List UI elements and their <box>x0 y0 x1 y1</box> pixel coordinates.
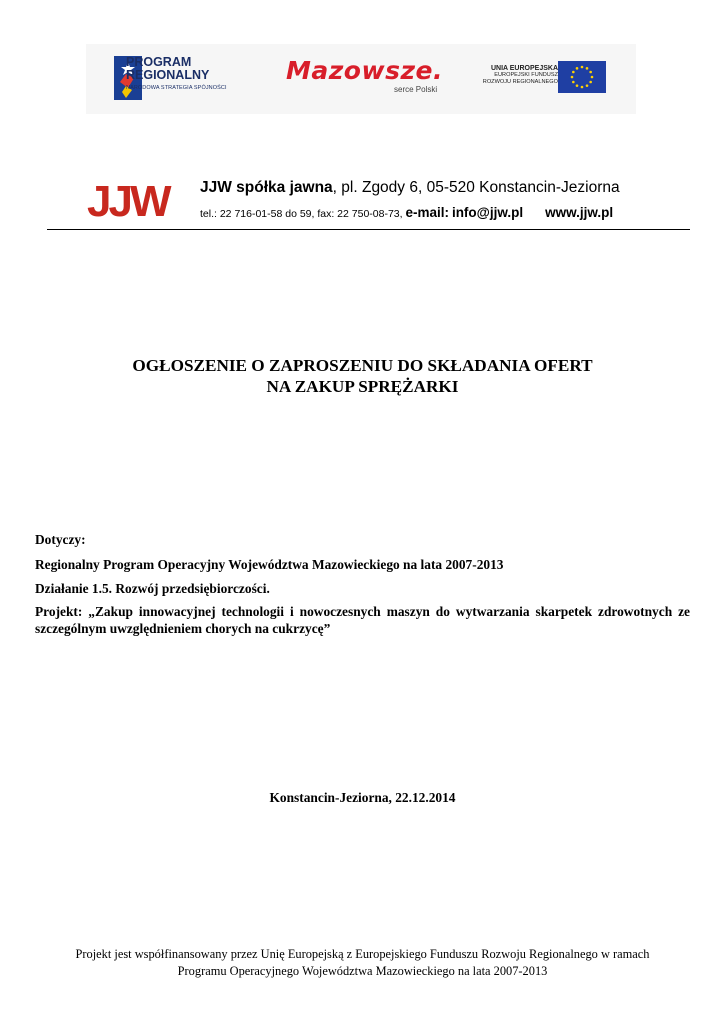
company-address: pl. Zgody 6, 05-520 Konstancin-Jeziorna <box>341 179 620 196</box>
footer-line-1: Projekt jest współfinansowany przez Unię Europejską z Europejskiego Funduszu Rozwoju Regionalnego w ramach <box>75 947 650 961</box>
email-colon: : <box>444 205 450 220</box>
title-line-1: OGŁOSZENIE O ZAPROSZENIU DO SKŁADANIA OFERT <box>132 356 593 375</box>
eu-line-1: UNIA EUROPEJSKA <box>490 65 558 72</box>
eu-star-icon <box>572 81 575 84</box>
eu-star-icon <box>589 81 592 84</box>
eu-flag-icon <box>558 61 606 93</box>
place-and-date: Konstancin-Jeziorna, 22.12.2014 <box>269 790 456 805</box>
mazowsze-tagline: serce Polski <box>394 85 438 94</box>
document-title <box>0 355 725 397</box>
eu-star-icon <box>581 86 584 89</box>
company-phones: tel.: 22 716-01-58 do 59, fax: 22 750-08-73, <box>200 208 403 220</box>
eu-star-icon <box>576 84 579 87</box>
program-regionalny-wordmark <box>126 56 209 82</box>
eu-star-icon <box>581 66 584 69</box>
eu-line-3: ROZWOJU REGIONALNEGO <box>482 79 558 85</box>
company-name-line <box>200 179 620 197</box>
eu-star-icon <box>591 76 594 79</box>
logo-bar <box>86 44 636 114</box>
company-name: JJW spółka jawna <box>200 179 333 196</box>
project-name: Projekt: „Zakup innowacyjnej technologii i nowoczesnych maszyn do wytwarzania skarpetek zdrowotnych ze szczególnym uwzględnieniem chorych na cukrzycę” <box>35 604 690 636</box>
program-regionalny-subtitle: NARODOWA STRATEGIA SPÓJNOŚCI <box>126 85 227 91</box>
website-link[interactable]: www.jjw.pl <box>545 205 614 220</box>
eu-wordmark <box>466 65 558 86</box>
jjw-logo-text: JJW <box>87 180 169 220</box>
eu-star-icon <box>572 71 575 74</box>
eu-star-icon <box>576 67 579 70</box>
regionalny-line: REGIONALNY <box>126 68 210 82</box>
jjw-logo <box>87 180 177 220</box>
header-divider <box>47 229 690 230</box>
title-line-2: NA ZAKUP SPRĘŻARKI <box>266 377 459 396</box>
eu-star-icon <box>586 84 589 87</box>
measure-name: Działanie 1.5. Rozwój przedsiębiorczości. <box>35 581 270 596</box>
program-line: PROGRAM <box>126 55 192 69</box>
company-contact-line <box>200 205 613 220</box>
eu-line-2: EUROPEJSKI FUNDUSZ <box>494 72 558 78</box>
eu-star-icon <box>589 71 592 74</box>
concerns-label: Dotyczy: <box>35 532 86 547</box>
mazowsze-wordmark: Mazowsze. <box>286 56 443 85</box>
funding-footer <box>0 946 725 980</box>
email-label: e-mail <box>405 205 445 220</box>
program-name: Regionalny Program Operacyjny Województwa Mazowieckiego na lata 2007-2013 <box>35 557 504 572</box>
eu-star-icon <box>571 76 574 79</box>
company-name-comma: , <box>332 179 342 196</box>
email-link[interactable]: info@jjw.pl <box>451 205 524 220</box>
eu-star-icon <box>586 67 589 70</box>
footer-line-2: Programu Operacyjnego Województwa Mazowieckiego na lata 2007-2013 <box>177 964 548 978</box>
